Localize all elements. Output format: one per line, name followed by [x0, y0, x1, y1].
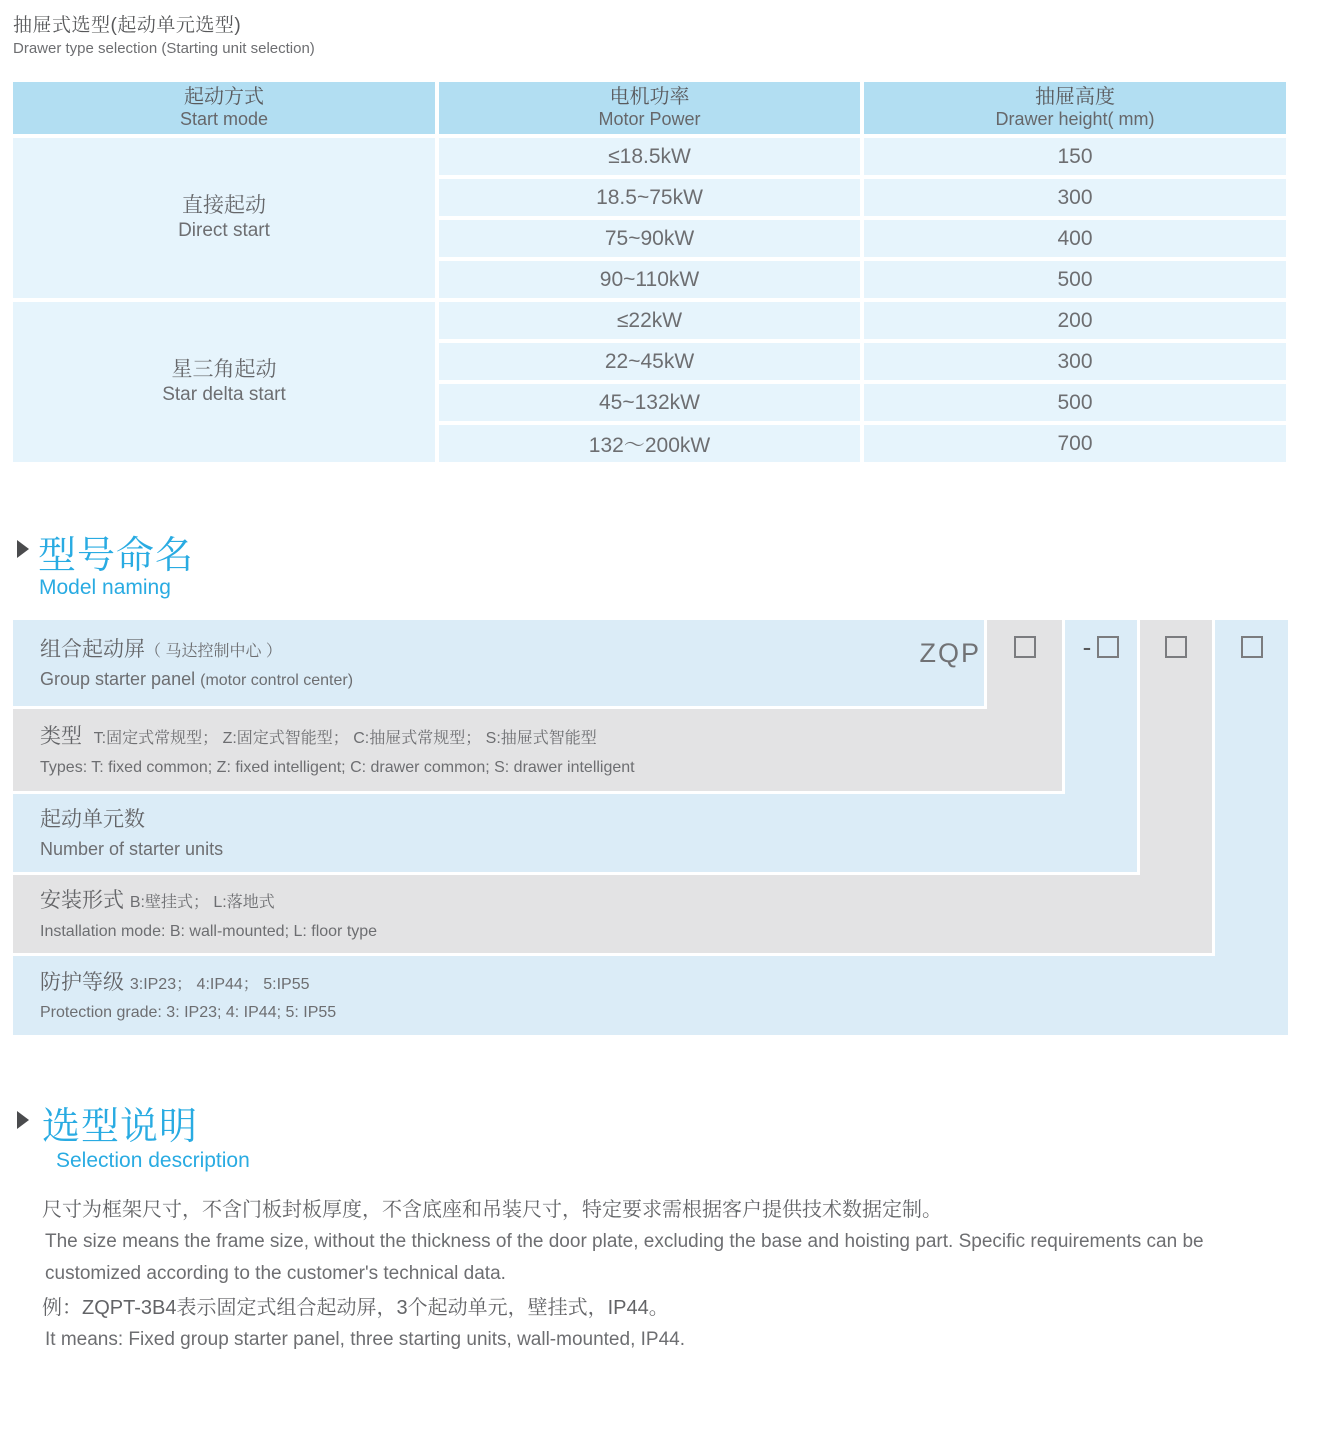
model-row-zh-sub: （ 马达控制中心 ） — [145, 643, 282, 661]
column-header-drawer-height — [864, 82, 1286, 134]
table-cell-power: 18.5~75kW — [439, 179, 860, 216]
section-heading-model-naming-zh: 型号命名 — [38, 535, 195, 577]
model-row-zh-sub: T:固定式常规型； Z:固定式智能型； C:抽屉式常规型； S:抽屉式智能型 — [93, 730, 597, 748]
table-cell-height: 500 — [864, 384, 1286, 421]
table-cell-power: 22~45kW — [439, 343, 860, 380]
model-row-installation-mode — [13, 875, 1212, 953]
model-code-column-installation — [1140, 620, 1212, 875]
model-row-starter-units — [13, 794, 1137, 872]
model-row-protection-grade — [13, 956, 1288, 1035]
group-label-en: Star delta start — [162, 384, 286, 406]
desc-example-zh: 例：ZQPT-3B4表示固定式组合起动屏，3个起动单元，壁挂式，IP44。 — [42, 1297, 669, 1319]
table-cell-power: 75~90kW — [439, 220, 860, 257]
column-header-zh: 抽屉高度 — [1035, 85, 1115, 108]
model-row-zh: 类型 — [40, 725, 82, 749]
section-heading-model-naming-en: Model naming — [39, 576, 171, 599]
section-heading-selection-desc-zh: 选型说明 — [42, 1106, 199, 1148]
model-row-group-starter-panel — [13, 620, 984, 706]
model-row-zh-sub: 3:IP23； 4:IP44； 5:IP55 — [129, 975, 310, 993]
section-heading-selection-desc-en: Selection description — [56, 1149, 250, 1172]
model-code-box — [1241, 636, 1263, 658]
page-title-en: Drawer type selection (Starting unit selection) — [13, 40, 315, 57]
model-row-zh: 组合起动屏 — [40, 638, 145, 662]
model-row-zh: 防护等级 — [40, 970, 124, 994]
table-cell-height: 500 — [864, 261, 1286, 298]
model-code-box — [1165, 636, 1187, 658]
table-cell-height: 300 — [864, 343, 1286, 380]
desc-paragraph-zh: 尺寸为框架尺寸，不含门板封板厚度，不含底座和吊装尺寸，特定要求需根据客户提供技术数据定制。 — [42, 1199, 942, 1221]
group-label-en: Direct start — [178, 220, 270, 242]
table-cell-power: 132～200kW — [439, 425, 860, 462]
column-header-en: Start mode — [179, 109, 269, 130]
desc-paragraph-en: The size means the frame size, without the thickness of the door plate, excluding the base and hoisting part. Specific requirements can be customized according to the customer's technical data. — [45, 1231, 1204, 1284]
model-row-en: Group starter panel — [40, 668, 196, 689]
column-header-en: Motor Power — [598, 109, 701, 130]
model-row-types — [13, 709, 1062, 791]
table-cell-power: 90~110kW — [439, 261, 860, 298]
column-header-motor-power — [439, 82, 860, 134]
group-label-zh: 星三角起动 — [171, 358, 277, 381]
model-code-box — [1014, 636, 1036, 658]
section-arrow-icon — [17, 540, 29, 558]
model-row-zh: 安装形式 — [40, 889, 124, 913]
table-cell-height: 150 — [864, 138, 1286, 175]
model-code-column-type — [987, 620, 1062, 709]
model-code-column-protection — [1215, 620, 1288, 956]
model-row-zh: 起动单元数 — [40, 808, 145, 832]
table-cell-height: 300 — [864, 179, 1286, 216]
model-row-en: Installation mode: B: wall-mounted; L: floor type — [40, 922, 378, 940]
start-mode-group-star-delta — [13, 302, 435, 462]
model-row-zh-sub: B:壁挂式； L:落地式 — [129, 894, 275, 912]
table-cell-height: 700 — [864, 425, 1286, 462]
selection-table-header — [13, 82, 1286, 134]
model-code-box — [1097, 636, 1119, 658]
column-header-en: Drawer height( mm) — [995, 109, 1155, 130]
selection-table — [13, 82, 1286, 462]
model-row-en: Protection grade: 3: IP23; 4: IP44; 5: IP55 — [40, 1004, 337, 1022]
column-header-start-mode — [13, 82, 435, 134]
section-arrow-icon — [17, 1111, 29, 1129]
table-cell-power: ≤22kW — [439, 302, 860, 339]
model-prefix: ZQP — [919, 638, 981, 668]
model-naming-diagram — [13, 620, 1288, 1036]
table-cell-height: 200 — [864, 302, 1286, 339]
column-header-zh: 起动方式 — [184, 85, 264, 108]
model-row-en-sub: (motor control center) — [200, 671, 354, 689]
page-title-zh: 抽屉式选型(起动单元选型) — [13, 15, 242, 36]
desc-example-en: It means: Fixed group starter panel, three starting units, wall-mounted, IP44. — [45, 1329, 685, 1350]
start-mode-group-direct — [13, 138, 435, 298]
model-row-en: Number of starter units — [40, 838, 224, 859]
selection-table-body — [13, 138, 1286, 462]
model-row-en: Types: T: fixed common; Z: fixed intelligent; C: drawer common; S: drawer intelligent — [40, 758, 635, 776]
model-code-column-units — [1065, 620, 1137, 794]
table-cell-power: ≤18.5kW — [439, 138, 860, 175]
selection-description-text — [42, 1195, 1294, 1356]
table-cell-height: 400 — [864, 220, 1286, 257]
group-label-zh: 直接起动 — [182, 194, 266, 217]
column-header-zh: 电机功率 — [609, 85, 690, 108]
model-code-dash: - — [1082, 632, 1092, 662]
table-cell-power: 45~132kW — [439, 384, 860, 421]
